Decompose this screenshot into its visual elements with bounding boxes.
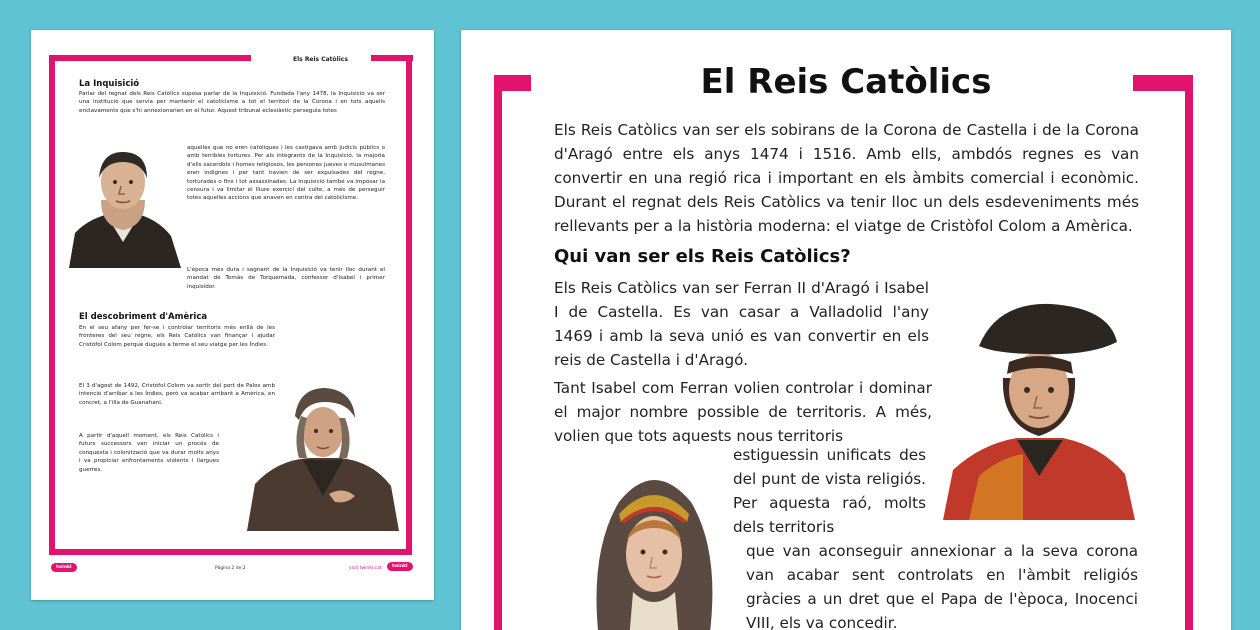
paragraph-3: estiguessin unificats des del punt de vista religiós. Per aquesta raó, molts dels territoris [733, 446, 926, 536]
page-header: Els Reis Catòlics [293, 56, 348, 63]
frame-right [1185, 75, 1193, 630]
inquisicio-side-text: aquelles que no eren catòliques i les castigava amb judicis públics o amb terribles tortures. Per als integrants de la Inquisició, la majoria d'ells sacerdots i homes religiosos, les persones jueves o musulmanes eren indignes i per tant havien de ser expulsades del regne, torturades o fins i tot assassinades. La Inquisició també va imposar la censura i va limitar el lliure exercici del culte, a més de perseguir totes aquelles accions que anaven en contra del catolicisme. [187, 145, 385, 202]
isabel-portrait-icon [579, 462, 729, 630]
descobriment-para-1: En el seu afany per fer-se i controlar territoris més enllà de les fronteres del seu regne, els Reis Catòlics van finançar i ajudar Cristòfol Colom perquè dugués a terme el seu viatge per les Índies. [79, 325, 275, 348]
page-2-thumbnail[interactable] [31, 30, 434, 600]
paragraph-1: Els Reis Catòlics van ser Ferran II d'Aragó i Isabel I de Castella. Es van casar a Valladolid l'any 1469 i amb la seva unió es van convertir en els reis de Castella i d'Aragó. [554, 279, 929, 369]
page-number: Pàgina 2 de 2 [215, 566, 246, 571]
twinkl-badge: twinkl [387, 562, 413, 571]
section-heading: Qui van ser els Reis Catòlics? [554, 246, 851, 267]
columbus-portrait-icon [243, 376, 403, 531]
inquisicio-end-text: L'època més dura i sagnant de la Inquisició va tenir lloc durant el mandat de Tomàs de Torquemada, confessor d'Isabel i primer inquisidor. [187, 267, 385, 290]
descobriment-para-3: A partir d'aquell moment, els Reis Catòlics i futurs successors van iniciar un procés de conquesta i colonització que va durar molts anys i va propiciar enfrontaments violents i llargues guerres. [79, 433, 219, 473]
section-heading-inquisicio: La Inquisició [79, 79, 140, 89]
paragraph-4: que van aconseguir annexionar a la seva corona van acabar sent controlats en l'àmbit religiós gràcies a un dret que el Papa de l'època, Inocenci VIII, els va concedir. [746, 542, 1138, 630]
friar-portrait-icon [61, 138, 187, 268]
section-heading-descobriment: El descobriment d'Amèrica [79, 312, 208, 322]
frame-top-left [49, 55, 251, 61]
frame-right [406, 55, 412, 555]
descobriment-para-2: El 3 d'agost de 1492, Cristòfol Colom va sortir del port de Palos amb intenció d'arribar a les Índies, però va acabar arribant a Amèrica, en concret, a l'illa de Guanahani. [79, 383, 275, 406]
page-1-preview[interactable] [461, 30, 1231, 630]
frame-bottom [49, 549, 412, 555]
intro-paragraph: Els Reis Catòlics van ser els sobirans de la Corona de Castella i de la Corona d'Aragó entre els anys 1474 i 1516. Amb ells, ambdós regnes es van convertir en una regió rica i important en els àmbits comercial i econòmic. Durant el regnat dels Reis Catòlics va tenir lloc un dels esdeveniments més rellevants per a la història moderna: el viatge de Cristòfol Colom a Amèrica. [554, 121, 1139, 235]
frame-left [49, 55, 55, 555]
page-title: El Reis Catòlics [700, 62, 992, 102]
twinkl-logo[interactable]: twinkl [51, 563, 77, 572]
ferran-portrait-icon [939, 298, 1139, 520]
site-link[interactable]: visit twinkl.cat [349, 566, 382, 571]
frame-left [494, 75, 502, 630]
paragraph-2: Tant Isabel com Ferran volien controlar i dominar el major nombre possible de territoris. A més, volien que tots aquests nous territoris [554, 379, 932, 445]
inquisicio-intro: Parlar del regnat dels Reis Catòlics suposa parlar de la Inquisició. Fundada l'any 1478, la Inquisició va ser una institució que servia per mantenir el catolicisme a tot el territori de la Corona i en tots aquells enclavaments que s'hi annexionarien en el futur. Aquest tribunal eclesiàstic perseguia totes [79, 91, 385, 114]
